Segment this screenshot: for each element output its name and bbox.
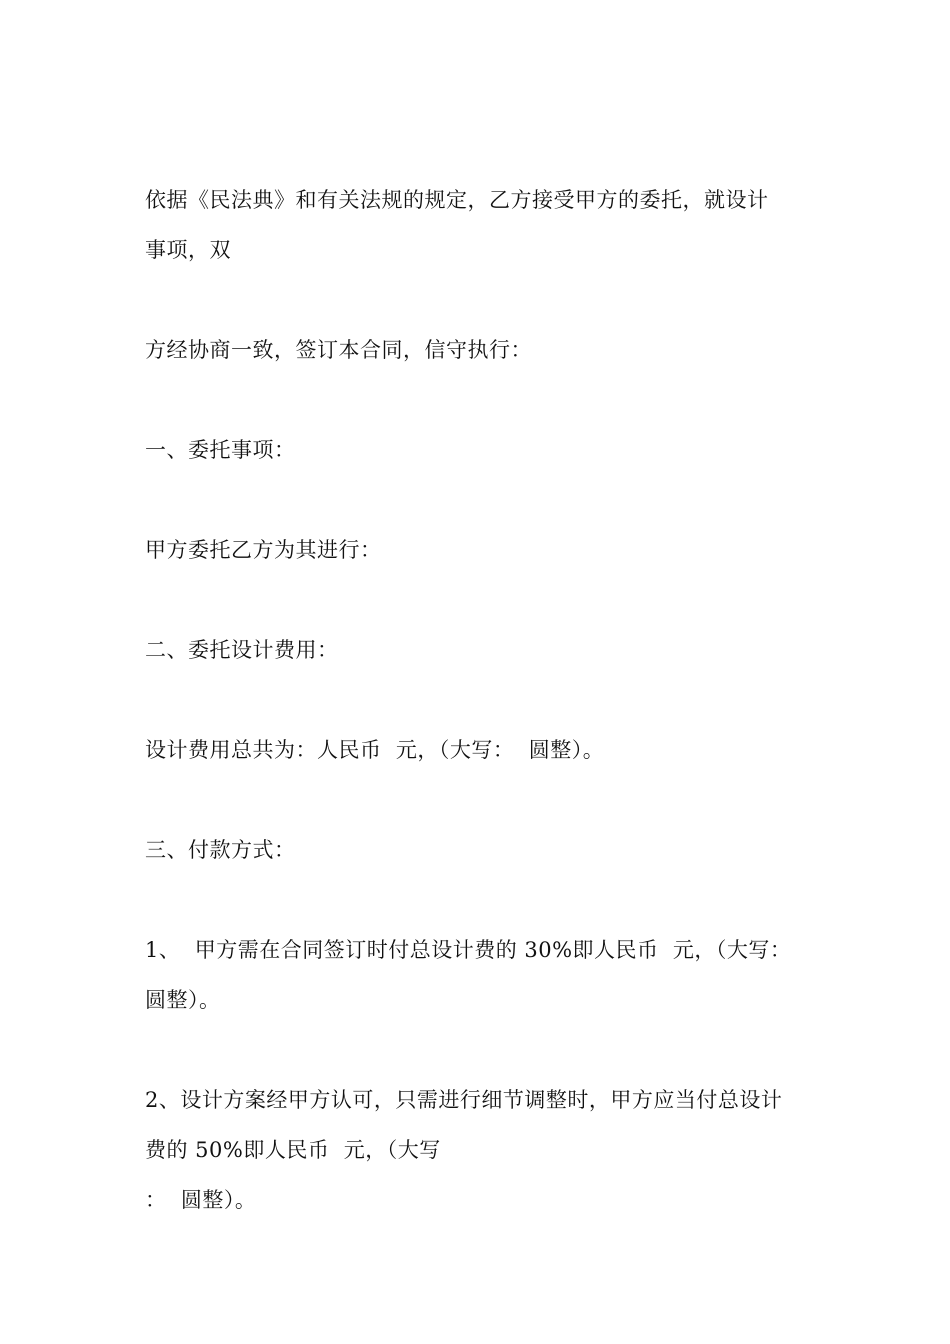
paragraph-intro-line-1: 依据《民法典》和有关法规的规定，乙方接受甲方的委托，就设计 xyxy=(145,188,769,212)
paragraph-intro-line-2: 事项，双 xyxy=(145,238,231,262)
payment-item-1-line-1: 1、 甲方需在合同签订时付总设计费的 30%即人民币 元，（大写： xyxy=(145,938,792,962)
section-heading-entrusted-matters: 一、委托事项： xyxy=(145,438,296,462)
design-fee-text: 设计费用总共为：人民币 元，（大写： 圆整）。 xyxy=(145,738,605,762)
payment-item-2-line-1: 2、设计方案经甲方认可，只需进行细节调整时，甲方应当付总设计 xyxy=(145,1088,783,1112)
payment-item-2-line-3: ： 圆整）。 xyxy=(145,1188,257,1212)
paragraph-intro-line-3: 方经协商一致，签订本合同，信守执行： xyxy=(145,338,532,362)
payment-item-1-line-2: 圆整）。 xyxy=(145,988,221,1012)
section-heading-payment-method: 三、付款方式： xyxy=(145,838,296,862)
section-heading-design-fee: 二、委托设计费用： xyxy=(145,638,339,662)
entrusted-matters-text: 甲方委托乙方为其进行： xyxy=(145,538,382,562)
payment-item-2-line-2: 费的 50%即人民币 元，（大写 xyxy=(145,1138,441,1162)
